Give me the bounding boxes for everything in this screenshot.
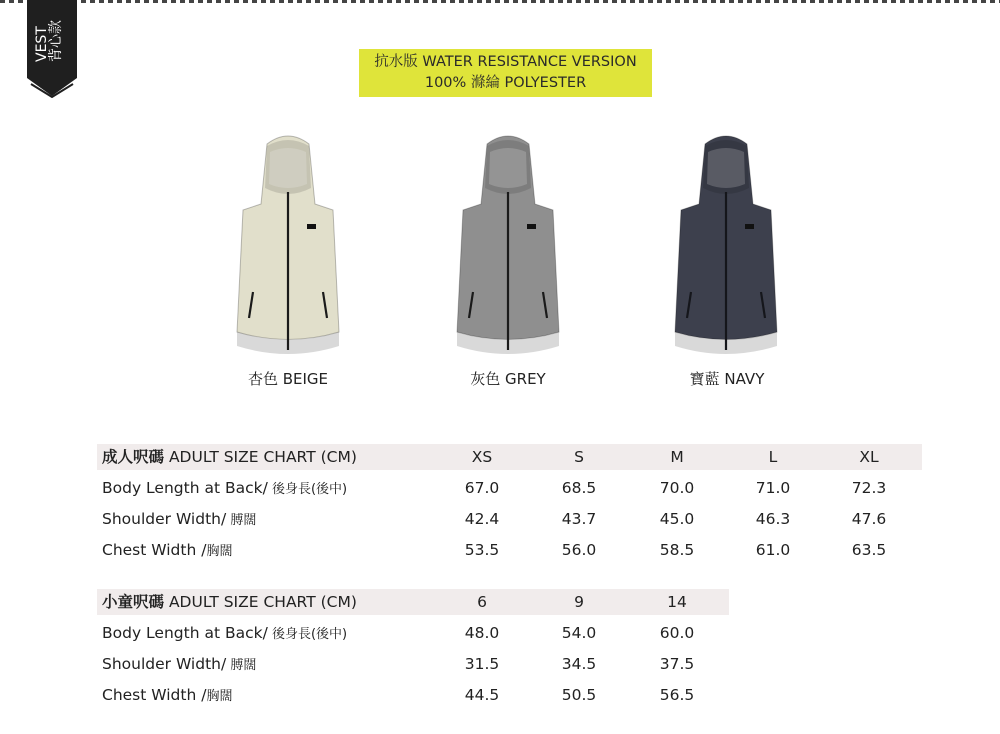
- size-chart-row: [97, 475, 922, 501]
- size-chart-header: [97, 444, 922, 470]
- measurement-value: 48.0: [464, 624, 500, 642]
- measurement-label: Body Length at Back/ 後身長(後中): [102, 624, 348, 642]
- measurement-value: 61.0: [755, 541, 791, 559]
- vest-image: [661, 132, 791, 362]
- tab-title-en: VEST: [34, 26, 50, 62]
- banner-line-2: 100% 滌綸 POLYESTER: [424, 75, 587, 91]
- measurement-value: 53.5: [464, 541, 500, 559]
- measurement-value: 70.0: [659, 479, 695, 497]
- size-header: S: [574, 448, 584, 466]
- color-label: 寶藍 NAVY: [689, 370, 765, 388]
- measurement-value: 71.0: [755, 479, 791, 497]
- vest-category-tab: [27, 0, 77, 98]
- size-header: L: [768, 448, 778, 466]
- measurement-value: 63.5: [851, 541, 887, 559]
- vest-image: [443, 132, 573, 362]
- size-header: M: [670, 448, 684, 466]
- measurement-value: 34.5: [561, 655, 597, 673]
- size-chart-title: 成人呎碼 ADULT SIZE CHART (CM): [102, 448, 357, 466]
- measurement-value: 67.0: [464, 479, 500, 497]
- measurement-value: 56.0: [561, 541, 597, 559]
- size-chart-row: [97, 506, 922, 532]
- banner-line-1: 抗水版 WATER RESISTANCE VERSION: [374, 54, 637, 70]
- measurement-value: 54.0: [561, 624, 597, 642]
- top-dashed-border: [0, 0, 1000, 3]
- measurement-value: 56.5: [659, 686, 695, 704]
- measurement-value: 31.5: [464, 655, 500, 673]
- size-chart-row: [97, 620, 729, 646]
- size-chart-row: [97, 537, 922, 563]
- measurement-label: Chest Width /胸闊: [102, 686, 233, 704]
- size-header: XL: [859, 448, 879, 466]
- size-header: XS: [471, 448, 493, 466]
- measurement-value: 46.3: [755, 510, 791, 528]
- measurement-value: 44.5: [464, 686, 500, 704]
- size-chart-title: 小童呎碼 ADULT SIZE CHART (CM): [102, 593, 357, 611]
- size-chart-row: [97, 682, 729, 708]
- measurement-value: 43.7: [561, 510, 597, 528]
- measurement-value: 45.0: [659, 510, 695, 528]
- size-header: 9: [574, 593, 584, 611]
- measurement-value: 50.5: [561, 686, 597, 704]
- measurement-value: 47.6: [851, 510, 887, 528]
- measurement-label: Shoulder Width/ 膊闊: [102, 510, 257, 528]
- measurement-value: 42.4: [464, 510, 500, 528]
- version-banner: [359, 49, 652, 97]
- size-header: 6: [477, 593, 487, 611]
- measurement-label: Body Length at Back/ 後身長(後中): [102, 479, 348, 497]
- measurement-value: 58.5: [659, 541, 695, 559]
- measurement-value: 60.0: [659, 624, 695, 642]
- vest-image: [223, 132, 353, 362]
- color-label: 灰色 GREY: [470, 370, 546, 388]
- color-label: 杏色 BEIGE: [247, 370, 329, 388]
- measurement-label: Chest Width /胸闊: [102, 541, 233, 559]
- measurement-value: 68.5: [561, 479, 597, 497]
- tab-text: [35, 6, 63, 62]
- measurement-label: Shoulder Width/ 膊闊: [102, 655, 257, 673]
- size-chart-row: [97, 651, 729, 677]
- measurement-value: 72.3: [851, 479, 887, 497]
- tab-title-zh: 背心款: [48, 20, 64, 62]
- measurement-value: 37.5: [659, 655, 695, 673]
- size-header: 14: [667, 593, 687, 611]
- size-chart-header: [97, 589, 729, 615]
